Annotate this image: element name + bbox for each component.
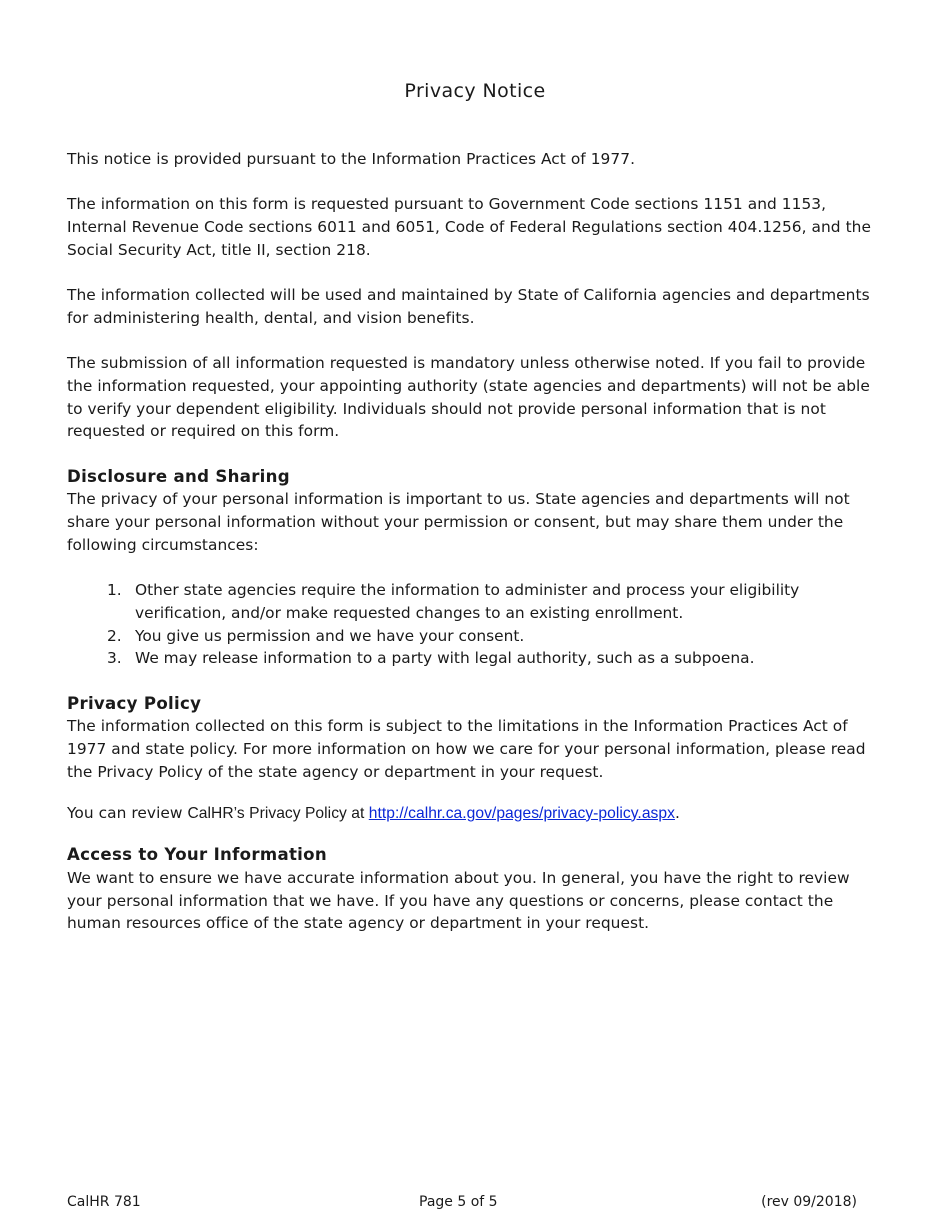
authority-paragraph: The information on this form is requested pursuant to Government Code sections 1151 and 1153, Internal Revenue Code sections 6011 and 6051, Code of Federal Regulations section 404.1256, and the Social Security Act, title II, section 218.	[67, 195, 871, 259]
review-policy-line	[67, 802, 882, 826]
page-footer	[67, 1194, 857, 1214]
list-item	[67, 579, 882, 624]
list-item-text: You give us permission and we have your consent.	[135, 626, 525, 645]
page-number: Page 5 of 5	[419, 1194, 498, 1210]
mandatory-paragraph: The submission of all information requested is mandatory unless otherwise noted. If you fail to provide the information requested, your appointing authority (state agencies and departments) will not be able to verify your dependent eligibility. Individuals should not provide personal information that is not requested or required on this form.	[67, 354, 870, 441]
list-item-text: We may release information to a party with legal authority, such as a subpoena.	[135, 649, 755, 668]
review-mid: CalHR’s Privacy Policy at	[187, 804, 369, 822]
page-title: Privacy Notice	[404, 80, 546, 102]
use-paragraph: The information collected will be used and maintained by State of California agencies and departments for administering health, dental, and vision benefits.	[67, 286, 870, 327]
review-suffix: .	[674, 803, 680, 822]
list-item-number: 2.	[107, 626, 122, 645]
access-heading: Access to Your Information	[67, 845, 327, 865]
privacy-policy-link[interactable]: http://calhr.ca.gov/pages/privacy-policy.aspx	[368, 804, 675, 822]
list-item-text: Other state agencies require the information to administer and process your eligibility verification, and/or make requested changes to an existing enrollment.	[135, 581, 800, 622]
disclosure-paragraph: The privacy of your personal information is important to us. State agencies and departments will not share your personal information without your permission or consent, but may share them under the following circumstances:	[67, 490, 850, 554]
notice-body	[67, 148, 882, 935]
list-item-number: 1.	[107, 581, 122, 600]
privacy-policy-paragraph: The information collected on this form is subject to the limitations in the Information Practices Act of 1977 and state policy. For more information on how we care for your personal information, please read the Privacy Policy of the state agency or department in your request.	[67, 717, 866, 781]
form-id: CalHR 781	[67, 1194, 141, 1210]
disclosure-list	[67, 579, 882, 670]
revision-date: (rev 09/2018)	[761, 1194, 857, 1210]
list-item-number: 3.	[107, 649, 122, 668]
access-paragraph: We want to ensure we have accurate information about you. In general, you have the right to review your personal information that we have. If you have any questions or concerns, please contact the human resources office of the state agency or department in your request.	[67, 869, 850, 933]
intro-paragraph: This notice is provided pursuant to the Information Practices Act of 1977.	[67, 150, 636, 168]
disclosure-heading: Disclosure and Sharing	[67, 466, 290, 486]
list-item	[67, 625, 882, 648]
list-item	[67, 647, 882, 670]
review-prefix: You can review	[67, 803, 188, 822]
privacy-policy-heading: Privacy Policy	[67, 693, 202, 713]
